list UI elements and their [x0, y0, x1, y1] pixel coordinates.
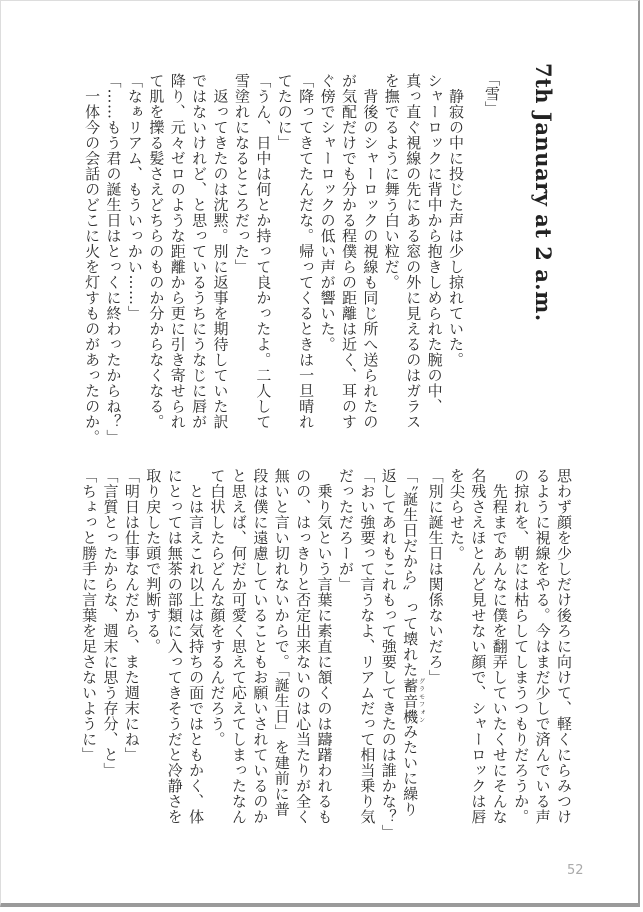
chapter-title: 7th January at 2 a.m. — [531, 63, 556, 322]
text-line: を撫でるように舞う白い粒だ。 — [382, 73, 401, 290]
text-line: 真っ直ぐ視線の先にある窓の外に見えるのはガラス — [404, 73, 423, 430]
text-line: て白状したらどんな顔をするんだろう。 — [208, 468, 227, 747]
text-line: 乗り気という言葉に素直に頷くのは躊躇われるも — [315, 468, 334, 825]
text-line: 無いと言い切れないからで。「誕生日」を建前に普 — [272, 468, 291, 817]
text-line: 「……もう君の誕生日はとっくに終わったからね？」 — [104, 73, 123, 445]
text-line: 背後のシャーロックの視線も同じ所へ送られたの — [361, 73, 380, 430]
text-line: 「明日は仕事なんだから、また週末にね」 — [122, 468, 141, 763]
text-line: 「ちょっと勝手に言葉を足さないように」 — [80, 468, 99, 763]
text-segment: みたいに繰り — [401, 724, 420, 817]
text-line: 名残さえほとんど見せない顔で、シャーロックは唇 — [469, 468, 488, 825]
text-line: 返ってきたのは沈黙。別に返事を期待していた訳 — [211, 73, 230, 430]
text-line: だっただろーが」 — [336, 468, 355, 592]
text-line: の掠れを、朝には枯らしてしまうつもりだろうか。 — [512, 468, 531, 825]
text-line: 取り戻した頭で判断する。 — [144, 468, 163, 654]
ruby-reading: グラモフォン — [417, 677, 425, 724]
text-line: とは言えこれ以上は気持ちの面ではともかく、体 — [187, 468, 206, 825]
upper-text-block — [81, 73, 466, 445]
text-line: ではないけれど、と思っているうちにうなじに唇が — [190, 73, 209, 430]
text-line: て肌を擽る髪さえどちらのものか分からなくなる。 — [147, 73, 166, 430]
ruby-word — [401, 677, 425, 725]
text-line: 「別に誕生日は関係ないだろ」 — [426, 468, 445, 685]
text-line: のの、はっきりと否定出来ないのは心当たりが全く — [294, 468, 313, 825]
text-line: 静寂の中に投じた声は少し掠れていた。 — [447, 73, 465, 368]
text-line: 一体今の会話のどこに火を灯すものがあったのか。 — [83, 73, 102, 445]
text-line: 「うん、日中は何とか持って良かったよ。二人して — [254, 73, 273, 430]
ruby-base: 蓄音機 — [401, 677, 420, 724]
text-line: 雪塗れになるところだった」 — [232, 73, 251, 275]
text-line: 降り、元々ゼロのような距離から更に引き寄せられ — [168, 73, 187, 430]
text-line: 段は僕に遠慮していることもお願いされているのか — [251, 468, 270, 825]
text-line: が気配だけでも分かる程僕らの距離は近く、耳のす — [339, 73, 358, 430]
text-line: てたのに」 — [275, 73, 294, 151]
text-line: と思えば、何だか可愛く思えて応えてしまったなん — [229, 468, 248, 825]
text-line: 「降ってきてたんだな。帰ってくるときは一旦晴れ — [297, 73, 316, 430]
text-line: 思わず顔を少しだけ後ろに向けて、軽くにらみつけ — [555, 468, 573, 825]
text-line: を尖らせた。 — [447, 468, 466, 561]
text-line: シャーロックに背中から抱きしめられた腕の中、 — [425, 73, 444, 414]
lower-text-block — [78, 468, 574, 840]
section-label: 「雪」 — [483, 71, 501, 116]
text-line: 「なぁリアム、もういっかい……」 — [125, 73, 144, 321]
text-line: 返してあれもこれもって強要してきたのは誰かな？」 — [379, 468, 398, 840]
text-line: 「おい強要って言うなよ、リアムだって相当乗り気 — [358, 468, 377, 825]
text-segment: 「〝誕生日だから〟って壊れた — [401, 468, 420, 678]
text-line: 先程まであんなに僕を翻弄していたくせにそんな — [490, 468, 509, 825]
text-line: ぐ傍でシャーロックの低い声が響いた。 — [318, 73, 337, 352]
text-line: るように視線をやる。今はまだ少しで済んでいる声 — [533, 468, 552, 825]
text-line-with-ruby — [399, 468, 424, 826]
page-number: 52 — [567, 863, 584, 878]
text-line: にとっては無茶の部類に入ってきそうだと冷静さを — [165, 468, 184, 825]
text-line: 「言質とったからな、週末に思う存分、と」 — [101, 468, 120, 778]
